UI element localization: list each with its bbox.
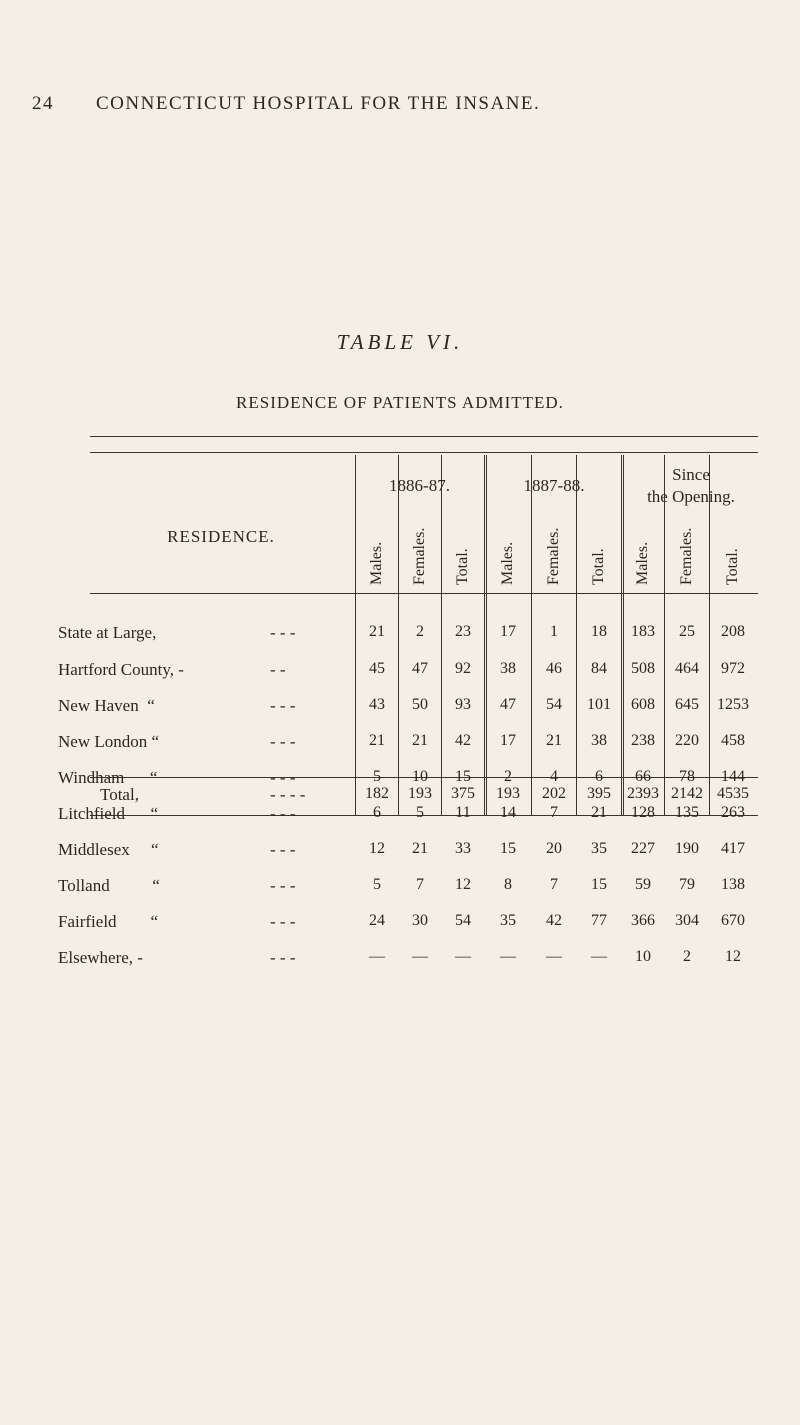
table-row [0, 840, 800, 870]
table-cell: 24 [369, 912, 385, 929]
group-header-since-opening [624, 464, 758, 508]
table-cell: — [455, 948, 471, 965]
table-cell: 2 [683, 948, 691, 965]
table-cell: 35 [591, 840, 607, 857]
leader-dashes: - - - [270, 948, 296, 967]
table-cell: 8 [504, 876, 512, 893]
table-cell: 645 [675, 696, 699, 713]
table-cell: 21 [412, 840, 428, 857]
table-cell: 15 [455, 768, 471, 785]
row-label: Litchfield “ [58, 804, 159, 823]
table-cell: 101 [587, 696, 611, 713]
leader-dashes: - - - [270, 840, 296, 859]
table-cell: 608 [631, 696, 655, 713]
table-cell: 220 [675, 732, 699, 749]
table-cell: 12 [725, 948, 741, 965]
table-cell: 263 [721, 804, 745, 821]
table-cell: 30 [412, 912, 428, 929]
leader-dashes: - - - [270, 768, 296, 787]
column-header-text: Total. [590, 548, 607, 585]
table-cell: 12 [369, 840, 385, 857]
column-header-text: Females. [545, 527, 562, 585]
table-cell: 6 [595, 768, 603, 785]
residence-column-header: RESIDENCE. [167, 527, 275, 546]
table-cell: 4535 [717, 785, 749, 802]
table-cell: 38 [500, 660, 516, 677]
table-cell: 11 [455, 804, 471, 821]
group-header-line: Since [672, 465, 710, 484]
table-cell: — [369, 948, 385, 965]
table-cell: 42 [546, 912, 562, 929]
table-row [0, 912, 800, 942]
table-cell: 93 [455, 696, 471, 713]
table-cell: 15 [500, 840, 516, 857]
table-cell: 7 [550, 804, 558, 821]
table-cell: 21 [369, 732, 385, 749]
table-cell: 10 [635, 948, 651, 965]
table-cell: 2 [504, 768, 512, 785]
table-cell: 138 [721, 876, 745, 893]
table-cell: 21 [591, 804, 607, 821]
table-row [0, 876, 800, 906]
group-header-line: the Opening. [647, 487, 735, 506]
table-cell: 5 [416, 804, 424, 821]
column-header-text: Males. [499, 541, 516, 585]
table-cell: 17 [500, 732, 516, 749]
table-cell: 7 [550, 876, 558, 893]
table-row [0, 732, 800, 762]
table-cell: 2142 [671, 785, 703, 802]
table-cell: 12 [455, 876, 471, 893]
table-cell: 84 [591, 660, 607, 677]
table-cell: — [591, 948, 607, 965]
table-row [0, 948, 800, 978]
running-head: CONNECTICUT HOSPITAL FOR THE INSANE. [96, 93, 541, 114]
group-header-line: 1887-88. [523, 476, 585, 495]
table-cell: 79 [679, 876, 695, 893]
total-row [0, 785, 800, 815]
header-rule [90, 593, 758, 594]
leader-dashes: - - - [270, 876, 296, 895]
table-cell: 1253 [717, 696, 749, 713]
row-label: Fairfield “ [58, 912, 159, 931]
leader-dashes: - - - [270, 804, 296, 823]
group-header-1887-88 [487, 475, 621, 497]
table-cell: 135 [675, 804, 699, 821]
table-cell: 417 [721, 840, 745, 857]
group-header-1886-87 [355, 475, 484, 497]
table-cell: 43 [369, 696, 385, 713]
table-cell: 7 [416, 876, 424, 893]
table-cell: 183 [631, 623, 655, 640]
table-cell: 208 [721, 623, 745, 640]
table-cell: 182 [365, 785, 389, 802]
table-cell: 2393 [627, 785, 659, 802]
row-label: New London “ [58, 732, 160, 751]
column-header-text: Males. [634, 541, 651, 585]
table-cell: 227 [631, 840, 655, 857]
row-label: Windham “ [58, 768, 158, 787]
table-cell: 35 [500, 912, 516, 929]
leader-dashes: - - - [270, 912, 296, 931]
table-cell: 77 [591, 912, 607, 929]
table-cell: 202 [542, 785, 566, 802]
table-cell: 972 [721, 660, 745, 677]
table-cell: 2 [416, 623, 424, 640]
table-cell: — [412, 948, 428, 965]
table-cell: 5 [373, 876, 381, 893]
table-cell: 1 [550, 623, 558, 640]
table-cell: 50 [412, 696, 428, 713]
table-title: TABLE VI. [336, 330, 464, 354]
leader-dashes: - - - [270, 623, 296, 642]
leader-dashes: - - [270, 660, 286, 679]
table-cell: 54 [455, 912, 471, 929]
column-header-text: Females. [411, 527, 428, 585]
table-cell: 21 [546, 732, 562, 749]
row-label: Middlesex “ [58, 840, 159, 859]
leader-dashes: - - - - [270, 785, 306, 804]
table-cell: 45 [369, 660, 385, 677]
row-label: New Haven “ [58, 696, 155, 715]
table-cell: 128 [631, 804, 655, 821]
row-label: Elsewhere, - [58, 948, 143, 967]
table-cell: 5 [373, 768, 381, 785]
table-cell: 14 [500, 804, 516, 821]
table-cell: 10 [412, 768, 428, 785]
column-header-text: Females. [678, 527, 695, 585]
table-cell: 23 [455, 623, 471, 640]
table-cell: 6 [373, 804, 381, 821]
leader-dashes: - - - [270, 732, 296, 751]
row-label: Tolland “ [58, 876, 160, 895]
table-cell: 47 [500, 696, 516, 713]
table-cell: 42 [455, 732, 471, 749]
top-rule [90, 436, 758, 437]
table-cell: 17 [500, 623, 516, 640]
table-subtitle: RESIDENCE OF PATIENTS ADMITTED. [236, 393, 564, 412]
table-cell: 508 [631, 660, 655, 677]
column-header-text: Males. [368, 541, 385, 585]
row-label: State at Large, [58, 623, 157, 642]
page-number: 24 [32, 93, 54, 114]
table-cell: 464 [675, 660, 699, 677]
table-cell: 66 [635, 768, 651, 785]
column-header-text: Total. [724, 548, 741, 585]
top-rule-inner [90, 452, 758, 453]
table-row [0, 696, 800, 726]
group-header-line: 1886-87. [389, 476, 450, 495]
table-cell: 21 [369, 623, 385, 640]
table-cell: 21 [412, 732, 428, 749]
table-cell: 15 [591, 876, 607, 893]
table-cell: 366 [631, 912, 655, 929]
table-cell: 92 [455, 660, 471, 677]
table-cell: 4 [550, 768, 558, 785]
table-cell: 458 [721, 732, 745, 749]
table-cell: 78 [679, 768, 695, 785]
table-cell: 18 [591, 623, 607, 640]
table-cell: 47 [412, 660, 428, 677]
table-cell: 238 [631, 732, 655, 749]
table-cell: 304 [675, 912, 699, 929]
column-header-text: Total. [454, 548, 471, 585]
table-cell: 395 [587, 785, 611, 802]
table-row [0, 660, 800, 690]
table-cell: 38 [591, 732, 607, 749]
row-label: Total, [100, 785, 139, 804]
table-cell: 144 [721, 768, 745, 785]
table-cell: 25 [679, 623, 695, 640]
leader-dashes: - - - [270, 696, 296, 715]
table-row [0, 623, 800, 653]
row-label: Hartford County, - [58, 660, 184, 679]
table-cell: 670 [721, 912, 745, 929]
table-cell: 375 [451, 785, 475, 802]
table-cell: — [546, 948, 562, 965]
table-cell: 193 [408, 785, 432, 802]
table-cell: 59 [635, 876, 651, 893]
table-cell: 33 [455, 840, 471, 857]
table-cell: — [500, 948, 516, 965]
table-cell: 193 [496, 785, 520, 802]
table-cell: 46 [546, 660, 562, 677]
table-cell: 190 [675, 840, 699, 857]
table-cell: 54 [546, 696, 562, 713]
table-cell: 20 [546, 840, 562, 857]
